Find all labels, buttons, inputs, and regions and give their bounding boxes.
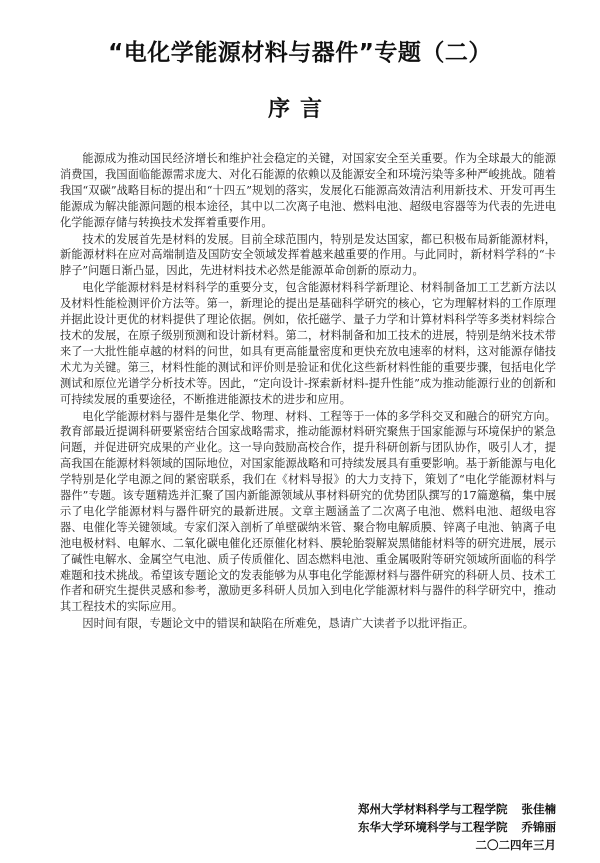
signature-line (300, 819, 556, 835)
paragraph: 技术的发展首先是材料的发展。目前全球范围内，特别是发达国家，都已积极布局新能源材料，新能源材料在应对高端制造及国防安全领域发挥着越来越重要的作用。与此同时，新材料学科的“卡脖子”问题日渐凸显，因此，先进材料技术必然是能源革命创新的原动力。 (60, 232, 556, 278)
paragraph: 能源成为推动国民经济增长和维护社会稳定的关键，对国家安全至关重要。作为全球最大的能源消费国，我国面临能源需求庞大、对化石能源的依赖以及能源安全和环境污染等多种严峻挑战。随着我国“双碳”战略目标的提出和“十四五”规划的落实，发展化石能源高效清洁利用新技术、开发可再生能源成为解决能源问题的根本途径，其中以二次离子电池、燃料电池、超级电容器等为代表的先进电化学能源存储与转换技术发挥着重要作用。 (60, 152, 556, 229)
signature-line (300, 801, 556, 817)
preface-body (60, 151, 556, 633)
section-heading: 序言 (267, 97, 332, 122)
signature-affiliation: 东华大学环境科学与工程学院 (358, 820, 508, 834)
signature-affiliation: 郑州大学材料科学与工程学院 (358, 802, 508, 816)
paragraph: 电化学能源材料是材料科学的重要分支，包含能源材料科学新理论、材料制备加工工艺新方法以及材料性能检测评价方法等。第一，新理论的提出是基础科学研究的核心，它为理解材料的工作原理并据此设计更优的材料提供了理论依据。例如，依托磁学、量子力学和计算材料科学等多类材料综合技术的发展，在原子级别预测和设计新材料。第二，材料制备和加工技术的进展，特别是纳米技术带来了一大批性能卓越的材料的问世，如具有更高能量密度和更快充放电速率的材料，这对能源存储技术尤为关键。第三，材料性能的测试和评价则是验证和优化这些新材料性能的重要步骤，包括电化学测试和原位光谱学分析技术等。因此，“定向设计-探索新材料-提升性能”成为推动能源行业的创新和可持续发展的重要途径，不断推进能源技术的进步和应用。 (60, 281, 556, 406)
page-title: “电化学能源材料与器件”专题（二） (108, 40, 492, 66)
signature-date: 二〇二四年三月 (475, 838, 556, 852)
signature-name: 张佳楠 (521, 802, 556, 816)
signature-name: 乔锦丽 (521, 820, 556, 834)
paragraph: 因时间有限，专题论文中的错误和缺陷在所难免，恳请广大读者予以批评指正。 (82, 617, 474, 631)
paragraph: 电化学能源材料与器件是集化学、物理、材料、工程等于一体的多学科交叉和融合的研究方向。教育部最近提调科研要紧密结合国家战略需求，推动能源材料研究聚焦于国家能源与环境保护的紧急问题，并促进研究成果的产业化。这一导向鼓励高校合作，提升科研创新与团队协作，吸引人才，提高我国在能源材料领域的国际地位，对国家能源战略和可持续发展具有重要影响。基于新能源与电化学特别是化学电源之间的紧密联系，我们在《材料导报》的大力支持下，策划了“电化学能源材料与器件”专题。该专题精选并汇聚了国内新能源领域从事材料研究的优势团队撰写的17篇邀稿，集中展示了电化学能源材料与器件研究的最新进展。文章主题涵盖了二次离子电池、燃料电池、超级电容器、电催化等关键领域。专家们深入剖析了单壁碳纳米管、聚合物电解质膜、锌离子电池、钠离子电池电极材料、电解水、二氧化碳电催化还原催化材料、膜轮胎裂解炭黑储能材料等的研究进展，展示了碱性电解水、金属空气电池、质子传质催化、固态燃料电池、重金属吸附等研究领域所面临的科学难题和技术挑战。希望该专题论文的发表能够为从事电化学能源材料与器件研究的科研人员、技术工作者和研究生提供灵感和参考，激励更多科研人员加入到电化学能源材料与器件的科学研究中，推动其工程技术的实际应用。 (60, 409, 556, 614)
